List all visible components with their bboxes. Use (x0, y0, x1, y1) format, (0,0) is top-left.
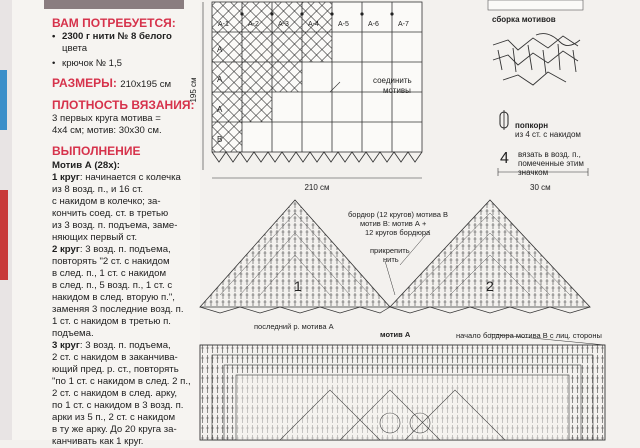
svg-text:A-1: A-1 (218, 21, 229, 28)
round-2-line-3: в след. п., 1 ст. с накидом (52, 268, 167, 279)
svg-text:A: A (217, 75, 223, 84)
round-1-line-1: 1 круг: начинается с колечка (52, 172, 181, 183)
photo-strip (44, 0, 184, 9)
assembly-illustration (493, 34, 580, 85)
round-1-line-4: кончить соед. ст. в третью (52, 208, 169, 219)
round-1-line-2: из 8 возд. п., и 16 ст. (52, 184, 144, 195)
round-3-line-2: 2 ст. с накидом в заканчива- (52, 352, 178, 363)
section-number-1: 1 (294, 278, 302, 294)
svg-text:A-3: A-3 (278, 21, 289, 28)
mark-line-1: вязать в возд. п., (518, 150, 581, 159)
materials-heading: ВАМ ПОТРЕБУЕТСЯ: (52, 16, 176, 30)
svg-text:A-5: A-5 (338, 21, 349, 28)
legend-top-strip (488, 0, 583, 10)
round-2-line-6: заменяя 3 последние возд. п. (52, 304, 184, 315)
border-label-1: бордюр (12 кругов) мотива B (348, 210, 449, 219)
border-start-label: начало бордюра мотива В с лиц. стороны (456, 331, 602, 340)
zigzag-edge (212, 152, 422, 162)
motif-a-label: мотив А (380, 330, 411, 339)
round-3-line-9: канчивать как 1 круг. (52, 436, 144, 447)
attach-label-2: нить (383, 255, 399, 264)
motif-a-heading: Мотив А (28х): (52, 160, 120, 171)
svg-text:A-6: A-6 (368, 21, 379, 28)
svg-text:A-4: A-4 (308, 21, 319, 28)
round-3-line-6: по 1 ст. с накидом в 3 возд. п. (52, 400, 184, 411)
height-label: 195 см (189, 77, 198, 103)
triangle-base-1 (200, 307, 390, 313)
svg-text:A-2: A-2 (248, 21, 259, 28)
gauge-line-2: 4х4 см; мотив: 30х30 см. (52, 125, 162, 136)
gauge-line-1: 3 первых круга мотива = (52, 113, 161, 124)
connect-label-1: соединить (373, 76, 412, 85)
attach-pointer (385, 261, 395, 295)
round-2-line-1: 2 круг: 3 возд. п. подъема, (52, 244, 171, 255)
popcorn-title: попкорн (515, 121, 549, 130)
assembly-label: сборка мотивов (492, 15, 556, 24)
round-1-line-3: с накидом в колечко; за- (52, 196, 161, 207)
round-3-line-7: арки из 5 п., 2 ст. с накидом (52, 412, 176, 423)
round-2-line-5: накидом в след. вторую п.", (52, 292, 175, 303)
size-heading: РАЗМЕРЫ: 210х195 см (52, 76, 172, 90)
connect-label-2: мотивы (383, 86, 411, 95)
width-label: 210 см (304, 183, 330, 192)
mark-line-2: помеченные этим (518, 159, 584, 168)
round-3-line-4: "по 1 ст. с накидом в след. 2 п., (52, 376, 191, 387)
border-label-3: 12 кругов бордюра (365, 228, 431, 237)
svg-text:A: A (217, 45, 223, 54)
pattern-fill-small (272, 62, 302, 92)
svg-text:A-7: A-7 (398, 21, 409, 28)
round-3-line-8: в ту же арку. До 20 круга за- (52, 424, 177, 435)
scale-label: 30 см (530, 183, 551, 192)
mark-symbol: 4 (500, 150, 509, 167)
round-2-line-4: в след. п., 5 возд. п., 1 ст. с (52, 280, 173, 291)
round-3-line-5: 2 ст. с накидом в след. арку, (52, 388, 177, 399)
round-3-line-3: ющий пред. р. ст., повторять (52, 364, 179, 375)
round-1-line-6: няющих первый ст. (52, 232, 138, 243)
blue-accent-bar (0, 70, 7, 130)
red-accent-bar (0, 190, 8, 280)
last-row-label: последний р. мотива А (254, 322, 334, 331)
round-2-line-8: подъема. (52, 328, 94, 339)
round-1-line-5: из 3 возд. п. подъема, заме- (52, 220, 178, 231)
materials-item-1-cont: цвета (62, 43, 88, 54)
round-2-line-2: повторять "2 ст. с накидом (52, 256, 170, 267)
layout-diagram (190, 0, 450, 195)
mark-line-3: значком (518, 168, 549, 177)
border-label-2: мотив B: мотив А + (360, 219, 427, 228)
section-number-2: 2 (486, 278, 494, 294)
svg-text:B: B (217, 135, 223, 144)
triangle-base-2 (390, 307, 590, 313)
materials-item-2: • крючок № 1,5 (52, 58, 123, 69)
popcorn-text: из 4 ст. с накидом (515, 130, 581, 139)
execution-heading: ВЫПОЛНЕНИЕ (52, 144, 141, 158)
svg-text:A: A (217, 105, 223, 114)
round-2-line-7: 1 ст. с накидом в третью п. (52, 316, 171, 327)
materials-item-1: • 2300 г нити № 8 белого (52, 31, 172, 42)
gauge-heading: ПЛОТНОСТЬ ВЯЗАНИЯ: (52, 98, 195, 112)
attach-label-1: прикрепить (370, 246, 410, 255)
round-3-line-1: 3 круг: 3 возд. п. подъема, (52, 340, 171, 351)
